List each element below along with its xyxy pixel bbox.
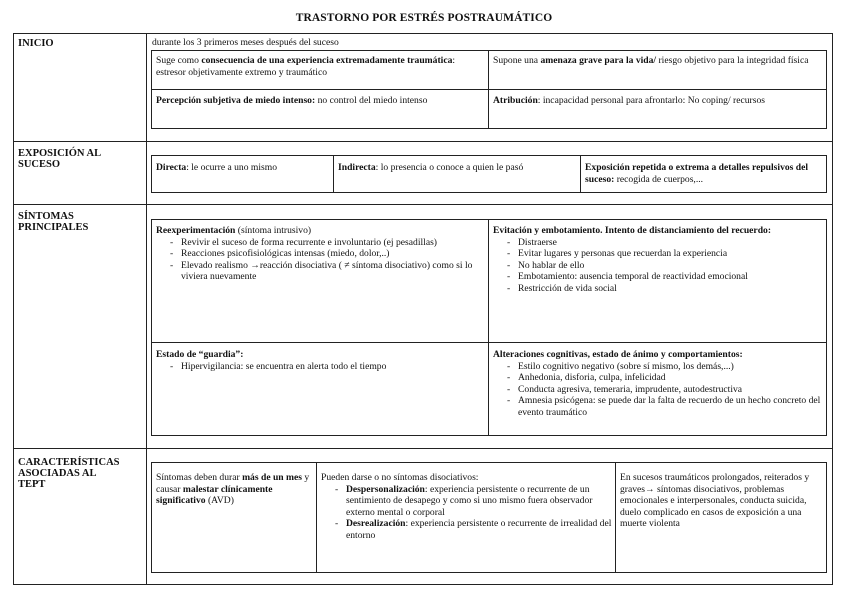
sintomas-evitacion: Evitación y embotamiento. Intento de distanciamiento del recuerdo: - Distraerse - Evitar lugares y personas que recuerdan la experiencia - No hablar de ello - Embotamiento: ausencia temporal de reactividad emocional - Restricción de vida social [493, 225, 823, 294]
row-label-inicio: INICIO [18, 38, 54, 49]
inicio-percepcion: Percepción subjetiva de miedo intenso: no control del miedo intenso [156, 95, 428, 106]
list-item: - Revivir el suceso de forma recurrente e involuntario (ej pesadillas) [156, 237, 484, 249]
list-item: - Despersonalización: experiencia persistente o recurrente de un sentimiento de desapego y como si uno mismo fuera observador externo mental o corporal [321, 484, 613, 519]
reexperimentacion-list [156, 237, 484, 283]
sintomas-alteraciones: Alteraciones cognitivas, estado de ánimo y comportamientos: - Estilo cognitivo negativo (sobre sí mismo, los demás,...) - Anhedonia, disforia, culpa, infelicidad - Conducta agresiva, temeraria, imprudente, autodestructiva - Amnesia psicógena: se puede dar la falta de recuerdo de un hecho concreto del evento traumático [493, 349, 823, 418]
caracteristicas-disociativos: Pueden darse o no síntomas disociativos: - Despersonalización: experiencia persistente o recurrente de un sentimiento de desapego y como si uno mismo fuera observador externo mental o corporal - Desrealización: experiencia persistente o recurrente de irrealidad del entorno [321, 472, 613, 541]
list-item: - Desrealización: experiencia persistente o recurrente de irrealidad del entorno [321, 518, 613, 541]
guardia-list [156, 361, 484, 373]
evitacion-list [493, 237, 823, 295]
list-item: - Amnesia psicógena: se puede dar la falta de recuerdo de un hecho concreto del evento traumático [493, 395, 823, 418]
row-divider-sintomas [13, 448, 833, 449]
inicio-atribucion: Atribución: incapacidad personal para afrontarlo: No coping/ recursos [493, 95, 766, 106]
sintomas-reexperimentacion: Reexperimentación (síntoma intrusivo) - Revivir el suceso de forma recurrente e involuntario (ej pesadillas) - Reacciones psicofisiológicas intensas (miedo, dolor,..) - Elevado realismo →reacción disociativa ( ≠ síntoma disociativo) como si lo viviera nuevamente [156, 225, 484, 283]
exposicion-repetida: Exposición repetida o extrema a detalles repulsivos del suceso: recogida de cuerpos,... [585, 162, 809, 185]
list-item: - Distraerse [493, 237, 823, 249]
list-item: - Embotamiento: ausencia temporal de reactividad emocional [493, 271, 823, 283]
list-item: - Restricción de vida social [493, 283, 823, 295]
sintomas-divider-h [151, 342, 827, 343]
list-item: - Hipervigilancia: se encuentra en alerta todo el tiempo [156, 361, 484, 373]
list-item: - Reacciones psicofisiológicas intensas (miedo, dolor,..) [156, 248, 484, 260]
list-item: - Conducta agresiva, temeraria, imprudente, autodestructiva [493, 384, 823, 396]
inicio-consecuencia: Suge como consecuencia de una experiencia extremadamente traumática: estresor objetivamente extremo y traumático [156, 55, 456, 78]
sintomas-divider-v [488, 219, 489, 436]
list-item: - Anhedonia, disforia, culpa, infelicidad [493, 372, 823, 384]
inicio-intro: durante los 3 primeros meses después del suceso [152, 37, 339, 48]
list-item: - No hablar de ello [493, 260, 823, 272]
exposicion-divider-1 [333, 155, 334, 193]
list-item: - Elevado realismo →reacción disociativa ( ≠ síntoma disociativo) como si lo viviera nuevamente [156, 260, 484, 283]
exposicion-indirecta: Indirecta: lo presencia o conoce a quien le pasó [338, 162, 524, 173]
caracteristicas-divider-1 [316, 462, 317, 573]
document-title: TRASTORNO POR ESTRÉS POSTRAUMÁTICO [295, 12, 553, 24]
disociativos-list [321, 484, 613, 542]
list-item: - Estilo cognitivo negativo (sobre sí mismo, los demás,...) [493, 361, 823, 373]
alteraciones-list [493, 361, 823, 419]
exposicion-divider-2 [580, 155, 581, 193]
caracteristicas-divider-2 [615, 462, 616, 573]
row-label-sintomas: SÍNTOMAS PRINCIPALES [18, 211, 89, 233]
row-label-caracteristicas: CARACTERÍSTICAS ASOCIADAS AL TEPT [18, 457, 120, 490]
sintomas-guardia: Estado de “guardia”: - Hipervigilancia: se encuentra en alerta todo el tiempo [156, 349, 484, 372]
row-divider-exposicion [13, 204, 833, 205]
inicio-grid-divider-h [151, 89, 827, 90]
row-divider-inicio [13, 141, 833, 142]
inicio-amenaza: Supone una amenaza grave para la vida/ riesgo objetivo para la integridad física [493, 55, 809, 66]
caracteristicas-prolongados: En sucesos traumáticos prolongados, reiterados y graves→ síntomas disociativos, problemas emocionales e interpersonales, conducta suicida, duelo complicado en casos de exposición a una muerte violenta [620, 472, 810, 529]
exposicion-directa: Directa: le ocurre a uno mismo [156, 162, 278, 173]
row-label-exposicion: EXPOSICIÓN AL SUCESO [18, 148, 102, 170]
caracteristicas-duracion: Síntomas deben durar más de un mes y causar malestar clínicamente significativo (AVD) [156, 472, 310, 506]
column-divider [146, 33, 147, 585]
list-item: - Evitar lugares y personas que recuerdan la experiencia [493, 248, 823, 260]
